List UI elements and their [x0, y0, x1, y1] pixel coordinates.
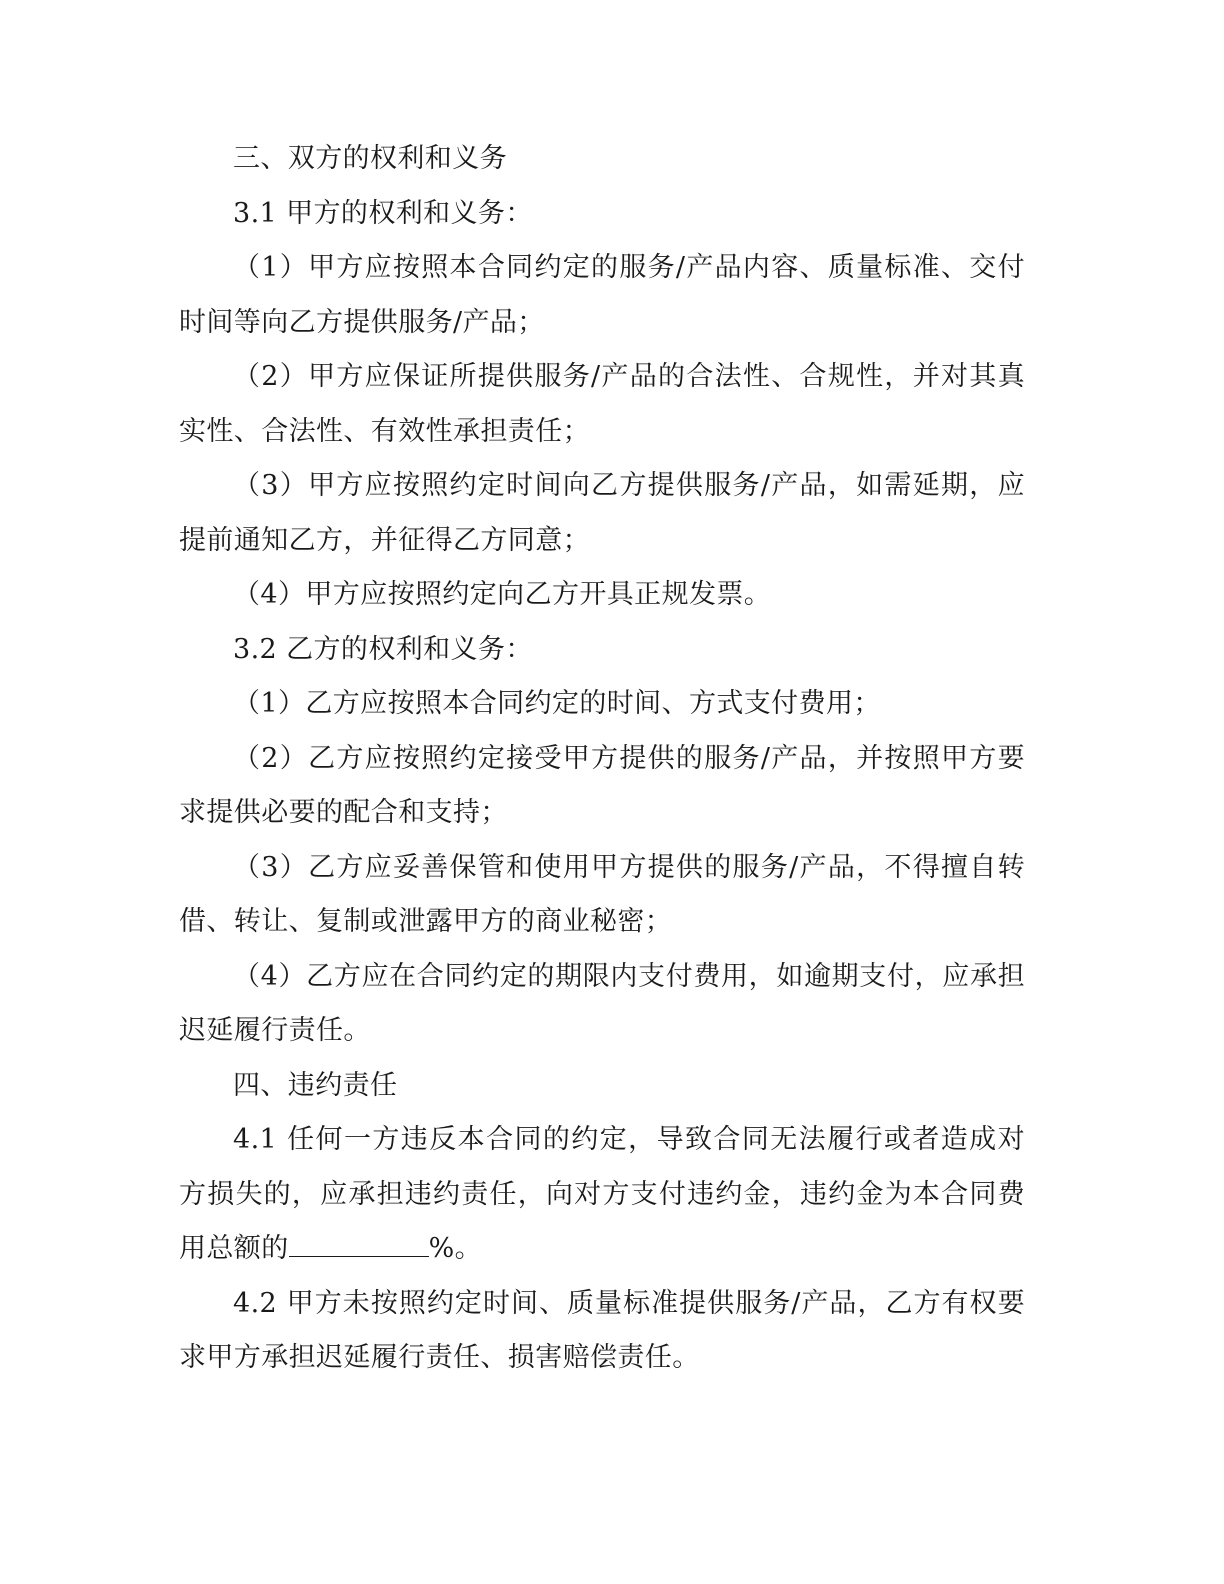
clause-3-2-heading: 3.2 乙方的权利和义务：: [233, 633, 533, 665]
clause-3-1-item-3: （3）甲方应按照约定时间向乙方提供服务/产品，如需延期，应提前通知乙方，并征得乙方同意；: [179, 470, 1025, 556]
clause-3-1-heading: 3.1 甲方的权利和义务：: [233, 197, 533, 229]
clause-3-1-item-4: （4）甲方应按照约定向乙方开具正规发票。: [233, 579, 772, 610]
section-3-heading: 三、双方的权利和义务: [233, 143, 507, 174]
penalty-percent-blank: [289, 1232, 429, 1257]
clause-4-1: [179, 1113, 1025, 1277]
clause-3-2-item-2: （2）乙方应按照约定接受甲方提供的服务/产品，并按照甲方要求提供必要的配合和支持；: [179, 742, 1025, 828]
clause-3-1-item-2: （2）甲方应保证所提供服务/产品的合法性、合规性，并对其真实性、合法性、有效性承担责任；: [179, 361, 1025, 447]
clause-4-2: 4.2 甲方未按照约定时间、质量标准提供服务/产品，乙方有权要求甲方承担迟延履行责任、损害赔偿责任。: [179, 1287, 1025, 1373]
clause-4-1-suffix: %。: [428, 1233, 483, 1264]
clause-3-1-item-1: （1）甲方应按照本合同约定的服务/产品内容、质量标准、交付时间等向乙方提供服务/产品；: [179, 252, 1025, 338]
document-body: [179, 132, 1025, 1386]
section-4-heading: 四、违约责任: [233, 1069, 398, 1101]
clause-3-2-item-4: （4）乙方应在合同约定的期限内支付费用，如逾期支付，应承担迟延履行责任。: [179, 960, 1025, 1046]
clause-4-1-text: 4.1 任何一方违反本合同的约定，导致合同无法履行或者造成对方损失的，应承担违约责任，向对方支付违约金，违约金为本合同费用总额的: [179, 1124, 1025, 1264]
clause-3-2-item-1: （1）乙方应按照本合同约定的时间、方式支付费用；: [233, 688, 881, 719]
clause-3-2-item-3: （3）乙方应妥善保管和使用甲方提供的服务/产品，不得擅自转借、转让、复制或泄露甲方的商业秘密；: [179, 851, 1025, 937]
